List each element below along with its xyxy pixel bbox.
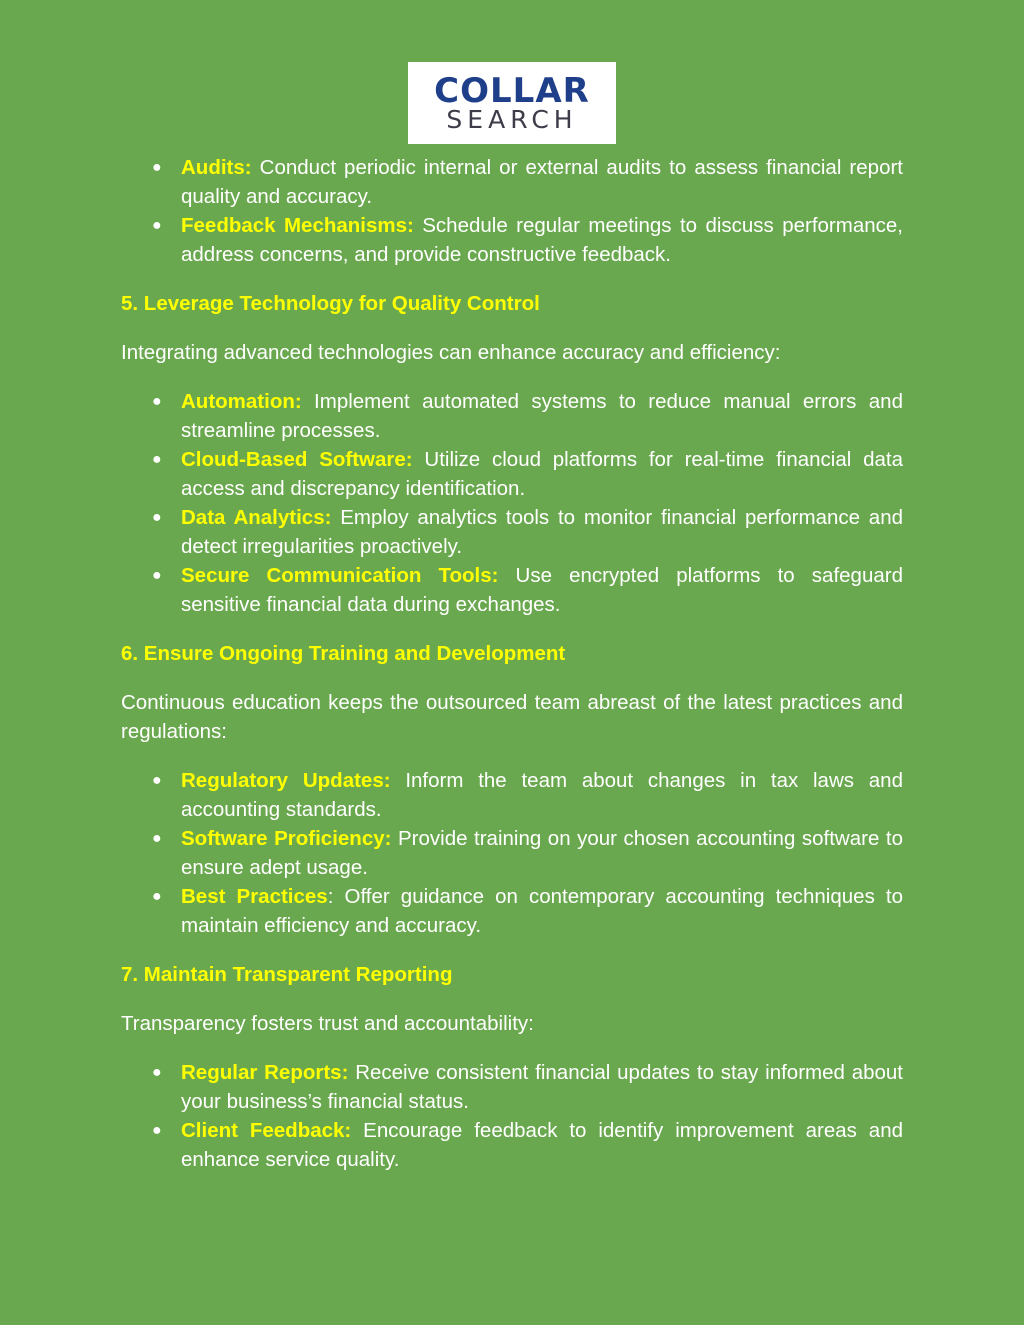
bullet-icon: ● (152, 217, 162, 234)
section-intro: Continuous education keeps the outsourced team abreast of the latest practices and regulations: (121, 691, 903, 743)
list-item (121, 561, 903, 619)
bullet-term: Audits: (181, 156, 252, 179)
bullet-text: Employ analytics tools to monitor financial performance and detect irregularities proactively. (181, 506, 904, 558)
list-item (121, 882, 903, 940)
bullet-icon: ● (152, 1122, 162, 1139)
intro-bullet-list (121, 153, 903, 269)
bullet-text: Encourage feedback to identify improvement areas and enhance service quality. (181, 1119, 904, 1171)
bullet-icon: ● (152, 451, 162, 468)
bullet-term: Feedback Mechanisms: (181, 214, 414, 237)
bullet-text: Implement automated systems to reduce manual errors and streamline processes. (181, 390, 903, 442)
bullet-term: Best Practices (181, 885, 328, 908)
list-item (121, 153, 903, 211)
bullet-term: Client Feedback: (181, 1119, 352, 1142)
bullet-text: Schedule regular meetings to discuss performance, address concerns, and provide constructive feedback. (181, 214, 903, 266)
bullet-icon: ● (152, 509, 162, 526)
bullet-text: Inform the team about changes in tax laws and accounting standards. (181, 769, 903, 821)
section-heading: 5. Leverage Technology for Quality Control (121, 292, 540, 315)
list-item (121, 503, 903, 561)
bullet-term: Data Analytics: (181, 506, 332, 529)
section-heading: 6. Ensure Ongoing Training and Development (121, 642, 566, 665)
bullet-term: Regular Reports: (181, 1061, 349, 1084)
bullet-text: Provide training on your chosen accounting software to ensure adept usage. (181, 827, 903, 879)
bullet-text: Receive consistent financial updates to stay informed about your business’s financial status. (181, 1061, 903, 1113)
section-intro: Transparency fosters trust and accountability: (121, 1012, 534, 1035)
bullet-icon: ● (152, 567, 162, 584)
bullet-term: Automation: (181, 390, 302, 413)
bullet-term: Regulatory Updates: (181, 769, 391, 792)
bullet-icon: ● (152, 1064, 162, 1081)
section-bullet-list (121, 1058, 903, 1174)
list-item (121, 824, 903, 882)
bullet-term: Secure Communication Tools: (181, 564, 499, 587)
section-bullet-list (121, 387, 903, 619)
list-item (121, 211, 903, 269)
list-item (121, 387, 903, 445)
bullet-text: Utilize cloud platforms for real-time financial data access and discrepancy identification. (181, 448, 903, 500)
list-item (121, 1058, 903, 1116)
bullet-icon: ● (152, 830, 162, 847)
bullet-text: Conduct periodic internal or external audits to assess financial report quality and accuracy. (181, 156, 903, 208)
logo-line-1: COLLAR (434, 71, 590, 111)
logo-line-2: SEARCH (446, 105, 578, 134)
bullet-icon: ● (152, 393, 162, 410)
bullet-term: Cloud-Based Software: (181, 448, 413, 471)
bullet-icon: ● (152, 888, 162, 905)
list-item (121, 1116, 903, 1174)
bullet-text: Use encrypted platforms to safeguard sensitive financial data during exchanges. (181, 564, 903, 616)
collar-search-logo (408, 62, 616, 144)
list-item (121, 445, 903, 503)
bullet-text: : Offer guidance on contemporary accounting techniques to maintain efficiency and accuracy. (181, 885, 904, 937)
document-body (121, 153, 903, 1174)
bullet-icon: ● (152, 159, 162, 176)
list-item (121, 766, 903, 824)
section-heading: 7. Maintain Transparent Reporting (121, 963, 453, 986)
bullet-icon: ● (152, 772, 162, 789)
bullet-term: Software Proficiency: (181, 827, 392, 850)
section-intro: Integrating advanced technologies can enhance accuracy and efficiency: (121, 341, 781, 364)
section-bullet-list (121, 766, 903, 940)
